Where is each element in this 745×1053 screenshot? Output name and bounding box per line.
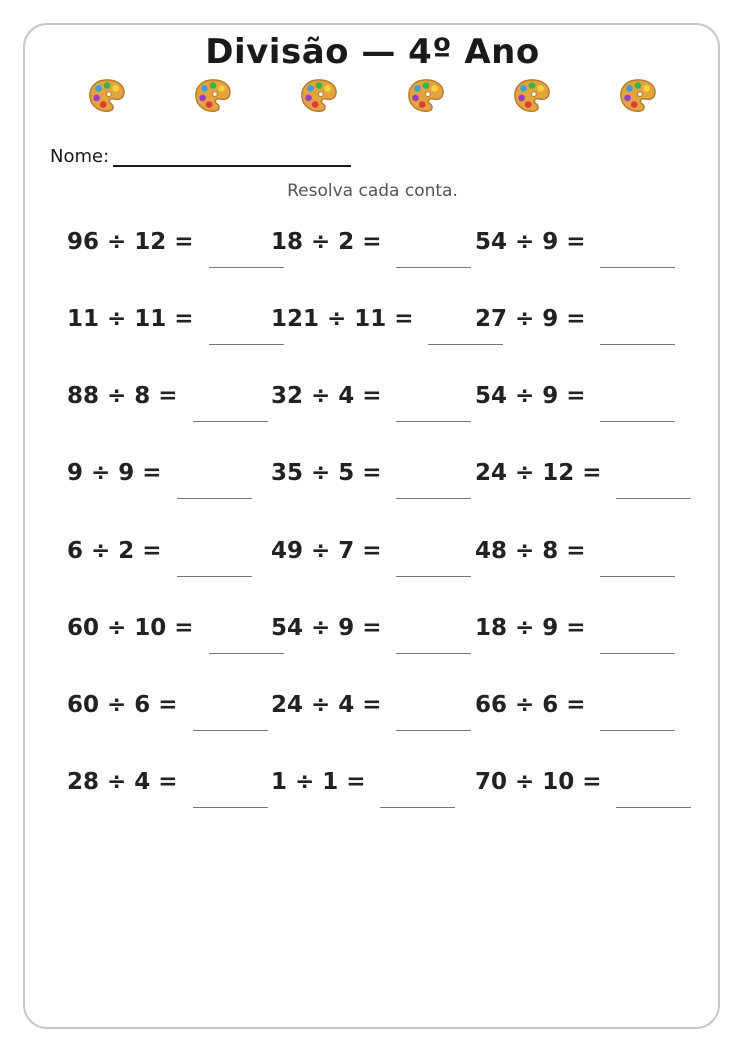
problem-text: 66 ÷ 6 =	[475, 692, 586, 718]
problem-text: 88 ÷ 8 =	[67, 383, 178, 409]
problem-text: 18 ÷ 2 =	[271, 229, 382, 255]
answer-blank[interactable]	[209, 344, 284, 345]
answer-blank[interactable]	[209, 653, 284, 654]
problem-text: 9 ÷ 9 =	[67, 460, 162, 486]
answer-blank[interactable]	[616, 498, 691, 499]
paint-palette-icon	[300, 78, 338, 114]
answer-blank[interactable]	[396, 498, 471, 499]
problem-text: 18 ÷ 9 =	[475, 615, 586, 641]
paint-palette-icon	[194, 78, 232, 114]
answer-blank[interactable]	[616, 807, 691, 808]
problem-text: 96 ÷ 12 =	[67, 229, 194, 255]
answer-blank[interactable]	[177, 576, 252, 577]
answer-blank[interactable]	[600, 653, 675, 654]
problem-text: 54 ÷ 9 =	[271, 615, 382, 641]
problem-text: 27 ÷ 9 =	[475, 306, 586, 332]
problem-text: 121 ÷ 11 =	[271, 306, 414, 332]
problem-text: 54 ÷ 9 =	[475, 229, 586, 255]
page-title: Divisão — 4º Ano	[205, 32, 540, 72]
answer-blank[interactable]	[396, 421, 471, 422]
answer-blank[interactable]	[428, 344, 503, 345]
problem-text: 49 ÷ 7 =	[271, 538, 382, 564]
name-label: Nome:	[50, 146, 110, 167]
problem-text: 70 ÷ 10 =	[475, 769, 602, 795]
instruction-text: Resolva cada conta.	[287, 181, 458, 201]
problem-text: 24 ÷ 4 =	[271, 692, 382, 718]
palette-decoration-row	[0, 78, 745, 118]
problem-text: 32 ÷ 4 =	[271, 383, 382, 409]
name-row	[50, 146, 351, 167]
problem-text: 6 ÷ 2 =	[67, 538, 162, 564]
answer-blank[interactable]	[600, 576, 675, 577]
answer-blank[interactable]	[209, 267, 284, 268]
answer-blank[interactable]	[600, 421, 675, 422]
problem-text: 28 ÷ 4 =	[67, 769, 178, 795]
answer-blank[interactable]	[600, 730, 675, 731]
problem-text: 24 ÷ 12 =	[475, 460, 602, 486]
answer-blank[interactable]	[380, 807, 455, 808]
paint-palette-icon	[407, 78, 445, 114]
paint-palette-icon	[88, 78, 126, 114]
worksheet-border	[23, 23, 720, 1029]
answer-blank[interactable]	[396, 267, 471, 268]
answer-blank[interactable]	[600, 344, 675, 345]
answer-blank[interactable]	[193, 421, 268, 422]
answer-blank[interactable]	[193, 807, 268, 808]
problem-text: 60 ÷ 10 =	[67, 615, 194, 641]
problem-text: 11 ÷ 11 =	[67, 306, 194, 332]
answer-blank[interactable]	[396, 730, 471, 731]
problem-text: 60 ÷ 6 =	[67, 692, 178, 718]
answer-blank[interactable]	[177, 498, 252, 499]
problem-text: 1 ÷ 1 =	[271, 769, 366, 795]
problem-text: 48 ÷ 8 =	[475, 538, 586, 564]
answer-blank[interactable]	[396, 653, 471, 654]
paint-palette-icon	[513, 78, 551, 114]
answer-blank[interactable]	[600, 267, 675, 268]
answer-blank[interactable]	[193, 730, 268, 731]
problem-text: 54 ÷ 9 =	[475, 383, 586, 409]
paint-palette-icon	[619, 78, 657, 114]
answer-blank[interactable]	[396, 576, 471, 577]
problem-text: 35 ÷ 5 =	[271, 460, 382, 486]
name-field[interactable]	[113, 147, 351, 167]
